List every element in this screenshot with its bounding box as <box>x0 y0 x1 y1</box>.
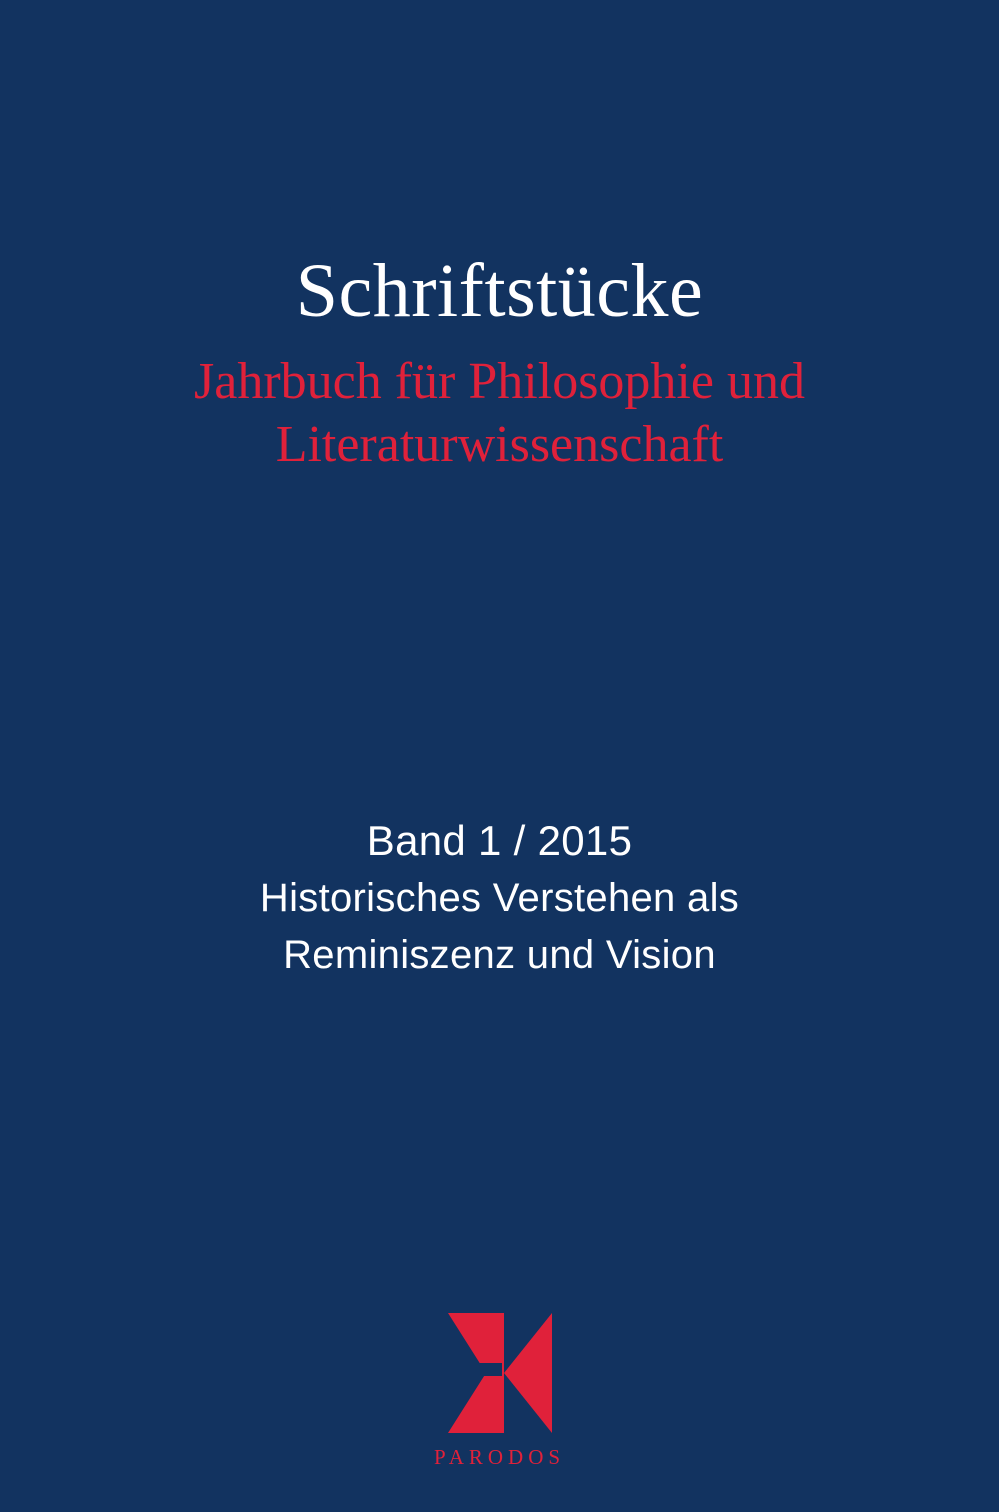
page-title: Schriftstücke <box>295 249 704 333</box>
journal-subtitle-line-2: Literaturwissenschaft <box>275 416 724 474</box>
publisher-block <box>0 1313 999 1470</box>
journal-subtitle-line-1: Jahrbuch für Philosophie und <box>194 352 805 410</box>
volume-number: Band 1 / 2015 <box>366 817 633 864</box>
volume-block <box>0 812 999 984</box>
publisher-name: PARODOS <box>433 1445 566 1469</box>
volume-theme-line-2: Reminiszenz und Vision <box>283 932 716 977</box>
journal-subtitle <box>120 350 880 477</box>
title-block <box>0 249 999 477</box>
parodos-logo-icon <box>442 1313 558 1433</box>
volume-theme-line-1: Historisches Verstehen als <box>259 875 740 920</box>
